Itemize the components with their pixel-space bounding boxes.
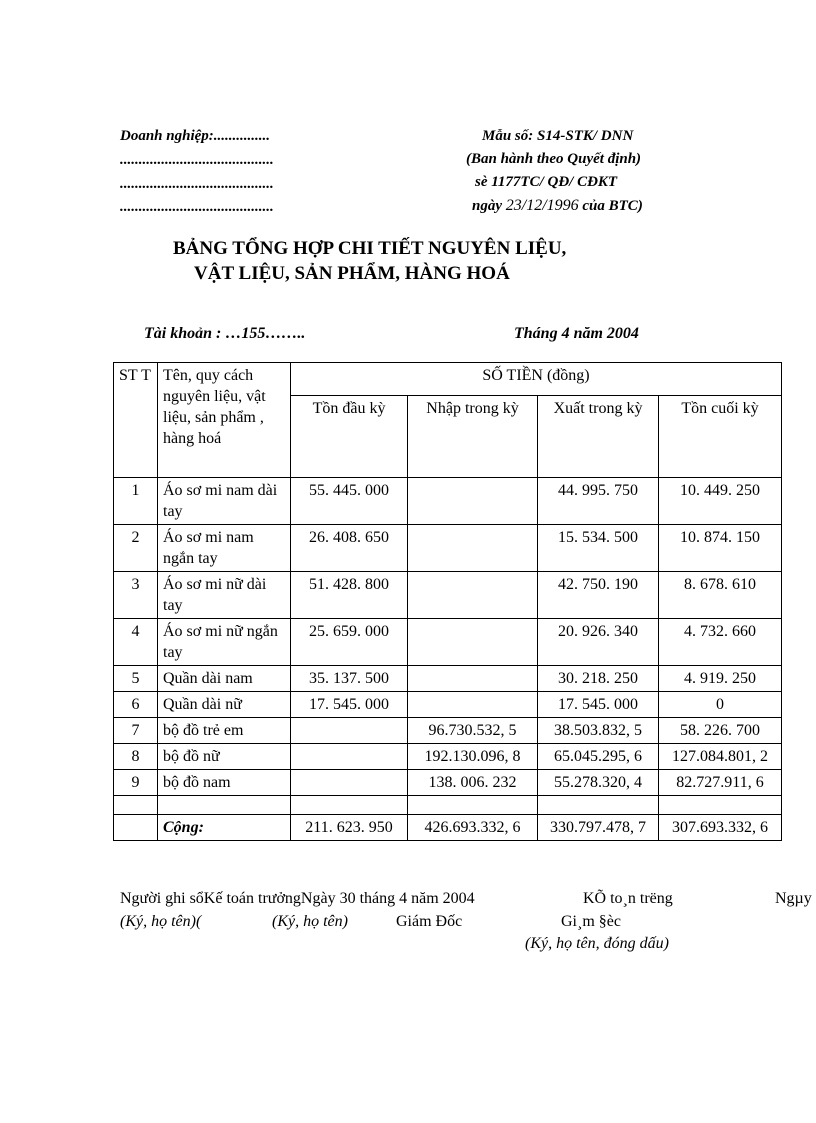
row-export: 42. 750. 190 [538, 572, 659, 619]
row-opening [291, 770, 408, 796]
total-closing: 307.693.332, 6 [659, 815, 782, 841]
row-import [408, 666, 538, 692]
row-import [408, 619, 538, 666]
table-row [114, 478, 782, 525]
row-import [408, 692, 538, 718]
row-opening [291, 744, 408, 770]
row-name: bộ đồ nữ [158, 744, 291, 770]
date-prefix: ngày [472, 198, 502, 214]
footer-sign-stamp-hint: (Ký, họ tên, đóng dấu) [525, 935, 669, 952]
header-stt: ST T [114, 363, 158, 478]
row-closing: 10. 874. 150 [659, 525, 782, 572]
row-name: Áo sơ mi nam ngắn tay [158, 525, 291, 572]
total-import: 426.693.332, 6 [408, 815, 538, 841]
blank-cell [659, 796, 782, 815]
table-row [114, 744, 782, 770]
row-opening: 17. 545. 000 [291, 692, 408, 718]
row-closing: 4. 732. 660 [659, 619, 782, 666]
row-stt: 3 [114, 572, 158, 619]
dotted-line-2: ......................................... [120, 176, 274, 192]
row-export: 55.278.320, 4 [538, 770, 659, 796]
row-closing: 8. 678. 610 [659, 572, 782, 619]
blank-cell [114, 796, 158, 815]
row-opening: 26. 408. 650 [291, 525, 408, 572]
dotted-line-3: ......................................... [120, 199, 274, 215]
row-closing: 58. 226. 700 [659, 718, 782, 744]
table-row [114, 525, 782, 572]
row-stt: 4 [114, 619, 158, 666]
row-opening: 51. 428. 800 [291, 572, 408, 619]
footer-chief-accountant: KÕ to¸n trëng [583, 890, 673, 907]
decision-date [472, 197, 643, 215]
table-row [114, 572, 782, 619]
date-value: 23/12/1996 [505, 197, 579, 214]
row-export: 44. 995. 750 [538, 478, 659, 525]
header-name: Tên, quy cách nguyên liệu, vật liệu, sản phẩm , hàng hoá [158, 363, 291, 478]
total-stt [114, 815, 158, 841]
header-import: Nhập trong kỳ [408, 396, 538, 478]
total-row [114, 815, 782, 841]
footer-director-legacy: Gi¸m §èc [561, 913, 621, 930]
row-name: bộ đồ trẻ em [158, 718, 291, 744]
row-opening: 35. 137. 500 [291, 666, 408, 692]
blank-cell [408, 796, 538, 815]
total-label: Cộng: [158, 815, 291, 841]
issued-by: (Ban hành theo Quyết định) [466, 151, 642, 167]
row-stt: 2 [114, 525, 158, 572]
row-import [408, 478, 538, 525]
total-opening: 211. 623. 950 [291, 815, 408, 841]
row-name: Áo sơ mi nữ ngắn tay [158, 619, 291, 666]
title-line-2: VẬT LIỆU, SẢN PHẨM, HÀNG HOÁ [194, 263, 510, 284]
title-line-1: BẢNG TỔNG HỢP CHI TIẾT NGUYÊN LIỆU, [173, 238, 567, 259]
decision-number: sè 1177TC/ QĐ/ CĐKT [475, 174, 618, 190]
row-opening: 55. 445. 000 [291, 478, 408, 525]
row-opening [291, 718, 408, 744]
row-stt: 1 [114, 478, 158, 525]
row-stt: 5 [114, 666, 158, 692]
row-import: 192.130.096, 8 [408, 744, 538, 770]
footer-signers: Người ghi sổKế toán trưởngNgày 30 tháng 4 năm 2004 [120, 890, 475, 907]
row-name: Quần dài nữ [158, 692, 291, 718]
table-row [114, 770, 782, 796]
row-closing: 127.084.801, 2 [659, 744, 782, 770]
row-import: 96.730.532, 5 [408, 718, 538, 744]
row-import [408, 572, 538, 619]
blank-cell [291, 796, 408, 815]
row-export: 15. 534. 500 [538, 525, 659, 572]
row-name: bộ đồ nam [158, 770, 291, 796]
row-export: 20. 926. 340 [538, 619, 659, 666]
blank-row [114, 796, 782, 815]
row-stt: 9 [114, 770, 158, 796]
row-stt: 7 [114, 718, 158, 744]
footer-sign-hint-2: (Ký, họ tên) [272, 913, 348, 930]
header-money-group: SỐ TIỀN (đồng) [291, 363, 782, 396]
header-closing: Tồn cuối kỳ [659, 396, 782, 478]
row-export: 65.045.295, 6 [538, 744, 659, 770]
table-row [114, 666, 782, 692]
row-import [408, 525, 538, 572]
footer-date-cut: Ngµy [775, 890, 812, 907]
header-export: Xuất trong kỳ [538, 396, 659, 478]
header-opening: Tồn đầu kỳ [291, 396, 408, 478]
account-label: Tài khoản : …155…….. [144, 325, 306, 342]
row-export: 17. 545. 000 [538, 692, 659, 718]
row-closing: 4. 919. 250 [659, 666, 782, 692]
table-row [114, 692, 782, 718]
row-name: Áo sơ mi nữ dài tay [158, 572, 291, 619]
row-opening: 25. 659. 000 [291, 619, 408, 666]
row-export: 30. 218. 250 [538, 666, 659, 692]
summary-table [113, 362, 782, 841]
row-stt: 6 [114, 692, 158, 718]
row-closing: 0 [659, 692, 782, 718]
table-row [114, 718, 782, 744]
footer-director: Giám Đốc [396, 913, 463, 930]
blank-cell [158, 796, 291, 815]
row-closing: 82.727.911, 6 [659, 770, 782, 796]
total-export: 330.797.478, 7 [538, 815, 659, 841]
table-row [114, 619, 782, 666]
row-closing: 10. 449. 250 [659, 478, 782, 525]
dotted-line-1: ......................................... [120, 152, 274, 168]
row-name: Quần dài nam [158, 666, 291, 692]
row-import: 138. 006. 232 [408, 770, 538, 796]
company-label: Doanh nghiệp:............... [120, 128, 271, 144]
blank-cell [538, 796, 659, 815]
date-suffix: của BTC) [582, 198, 643, 214]
form-number: Mẫu số: S14-STK/ DNN [482, 128, 634, 144]
footer-sign-hint-1: (Ký, họ tên)( [120, 913, 202, 930]
row-stt: 8 [114, 744, 158, 770]
row-name: Áo sơ mi nam dài tay [158, 478, 291, 525]
row-export: 38.503.832, 5 [538, 718, 659, 744]
month-label: Tháng 4 năm 2004 [514, 325, 639, 342]
